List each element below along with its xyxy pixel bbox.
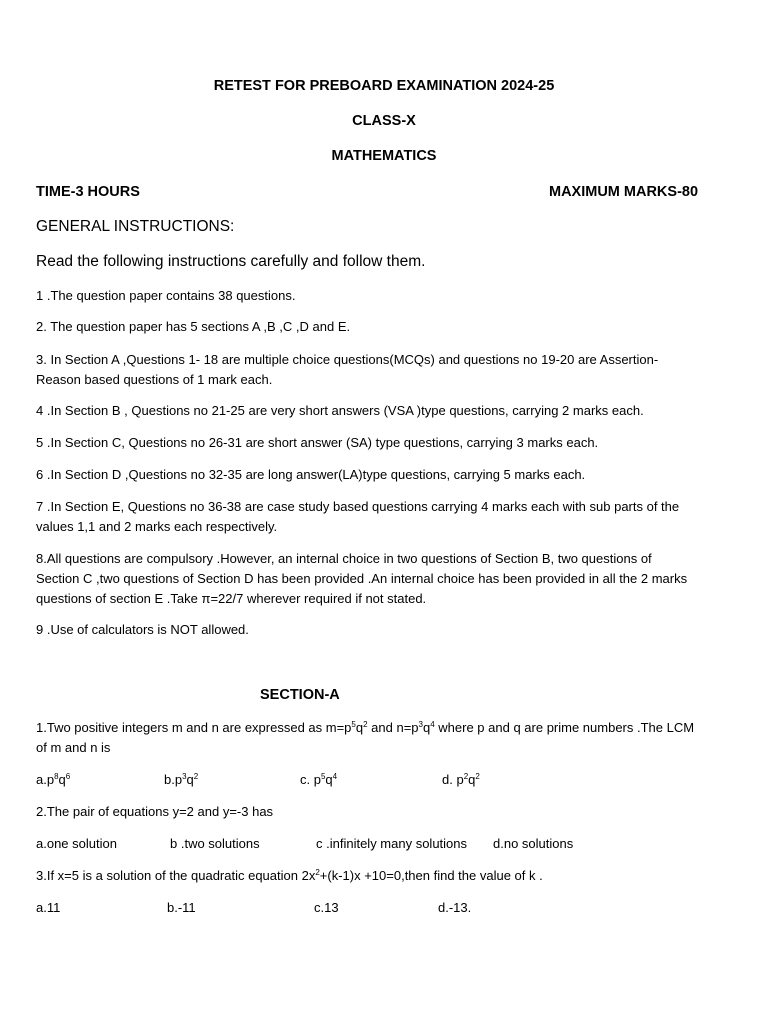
instruction-item: 8.All questions are compulsory .However, an internal choice in two questions of Section B, two questions of xyxy=(36,551,652,566)
instruction-item: values 1,1 and 2 marks each respectively. xyxy=(36,519,278,534)
q2-option-d: d.no solutions xyxy=(493,836,574,851)
exam-title: RETEST FOR PREBOARD EXAMINATION 2024-25 xyxy=(213,78,555,94)
q1-text: where p and q are prime numbers .The LCM xyxy=(434,720,695,735)
instruction-item: 2. The question paper has 5 sections A ,B ,C ,D and E. xyxy=(36,319,351,334)
q1-option-d: d. $p^2q^2$ xyxy=(442,772,480,787)
q1-option-a: $a.p^8q^6$ xyxy=(36,772,71,787)
superscript: 2 xyxy=(315,868,320,877)
instruction-item: 1 .The question paper contains 38 questions. xyxy=(36,288,296,303)
q1-text: 1.Two positive integers m and n are expressed as m=p xyxy=(36,720,352,735)
q3-option-d: d.-13. xyxy=(438,900,472,915)
q1-option-b: $b.p^3q^2$ xyxy=(164,772,199,787)
q3-text: 3.If x=5 is a solution of the quadratic equation 2x xyxy=(36,868,316,883)
superscript: 2 xyxy=(363,720,368,729)
question-1 xyxy=(36,718,736,738)
instruction-item: 9 .Use of calculators is NOT allowed. xyxy=(36,622,249,637)
question-1-line2: of m and n is xyxy=(36,740,111,755)
question-2: 2.The pair of equations y=2 and y=-3 has xyxy=(36,804,274,819)
q3-option-b: b.-11 xyxy=(167,900,196,915)
instructions-heading: GENERAL INSTRUCTIONS: xyxy=(36,218,235,235)
q1-text: and n=p xyxy=(367,720,419,735)
instructions-intro: Read the following instructions carefully and follow them. xyxy=(36,253,426,270)
instruction-item: Section C ,two questions of Section D has been provided .An internal choice has been provided in all the 2 marks xyxy=(36,571,688,586)
instruction-item: 3. In Section A ,Questions 1- 18 are multiple choice questions(MCQs) and questions no 19-20 are Assertion- xyxy=(36,352,659,367)
q2-option-a: a.one solution xyxy=(36,836,117,851)
q2-option-c: c .infinitely many solutions xyxy=(316,836,468,851)
superscript: 4 xyxy=(430,720,435,729)
q3-option-a: a.11 xyxy=(36,900,61,915)
section-a-heading: SECTION-A xyxy=(260,687,340,703)
instruction-item: 5 .In Section C, Questions no 26-31 are short answer (SA) type questions, carrying 3 marks each. xyxy=(36,435,599,450)
q1-text: q xyxy=(422,720,431,735)
class-label: CLASS-X xyxy=(352,113,416,129)
q3-option-c: c.13 xyxy=(314,900,339,915)
q2-option-b: b .two solutions xyxy=(170,836,260,851)
instruction-item: 4 .In Section B , Questions no 21-25 are very short answers (VSA )type questions, carrying 2 marks each. xyxy=(36,403,644,418)
max-marks-label: MAXIMUM MARKS-80 xyxy=(549,184,699,200)
instruction-item: questions of section E .Take π=22/7 wherever required if not stated. xyxy=(36,591,427,606)
time-label: TIME-3 HOURS xyxy=(36,184,140,200)
q3-text: +(k-1)x +10=0,then find the value of k . xyxy=(319,868,543,883)
instruction-item: 7 .In Section E, Questions no 36-38 are case study based questions carrying 4 marks each with sub parts of the xyxy=(36,499,680,514)
instruction-item: 6 .In Section D ,Questions no 32-35 are long answer(LA)type questions, carrying 5 marks each. xyxy=(36,467,586,482)
q1-option-c: c. $p^5q^4$ xyxy=(300,772,338,787)
q1-text: q xyxy=(355,720,364,735)
instruction-item: Reason based questions of 1 mark each. xyxy=(36,372,273,387)
superscript: 3 xyxy=(418,720,423,729)
question-3 xyxy=(36,866,736,886)
subject-label: MATHEMATICS xyxy=(331,148,437,164)
superscript: 5 xyxy=(351,720,356,729)
